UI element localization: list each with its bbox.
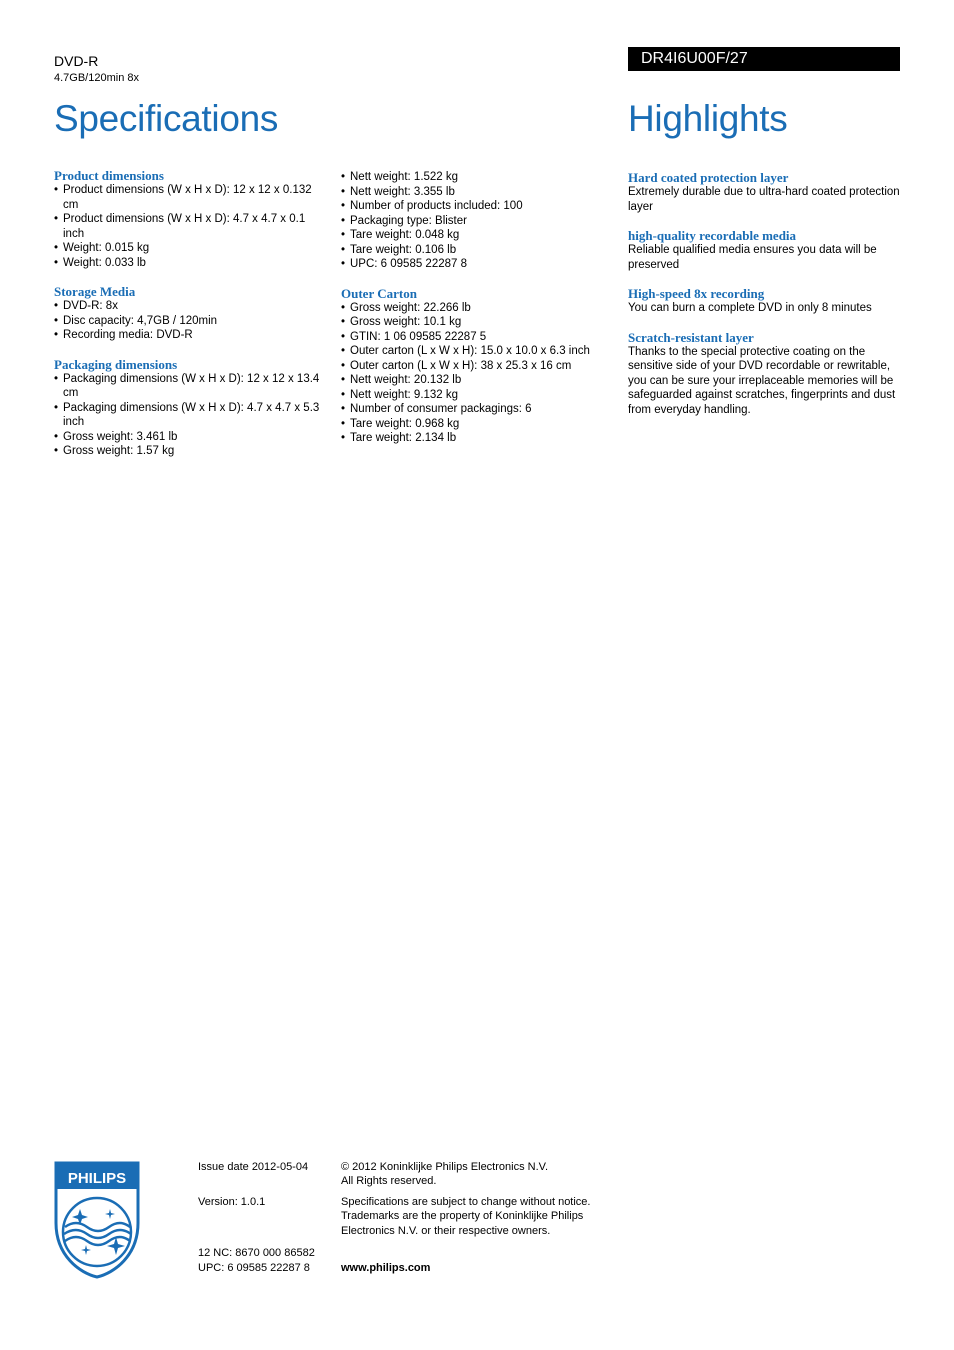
spec-item: • Product dimensions (W x H x D): 4.7 x 4.7 x 0.1 inch: [54, 212, 324, 241]
spec-list: [341, 170, 621, 272]
spec-item: • Recording media: DVD-R: [54, 328, 324, 343]
highlight-body: Reliable qualified media ensures you data will be preserved: [628, 244, 877, 271]
product-name: DVD-R: [54, 53, 99, 69]
spec-item: • Outer carton (L x W x H): 15.0 x 10.0 x 6.3 inch: [341, 344, 621, 359]
notice-line-1: Specifications are subject to change without notice.: [341, 1196, 591, 1208]
model-number-bar: [628, 47, 900, 71]
spec-section-continued: [341, 170, 621, 272]
highlights-column: [628, 170, 903, 431]
product-subtitle: 4.7GB/120min 8x: [54, 72, 139, 84]
spec-list: [54, 299, 324, 343]
specs-column-1: [54, 168, 324, 473]
highlight-body: You can burn a complete DVD in only 8 minutes: [628, 302, 872, 314]
notice-line-2: Trademarks are the property of Koninklijke Philips: [341, 1210, 584, 1222]
upc-number: UPC: 6 09585 22287 8: [198, 1262, 310, 1274]
nc-number: 12 NC: 8670 000 86582: [198, 1247, 315, 1259]
spec-section-heading: Packaging dimensions: [54, 356, 178, 372]
spec-item: • Packaging type: Blister: [341, 214, 621, 229]
highlight-heading: Scratch-resistant layer: [628, 329, 754, 345]
spec-item: • GTIN: 1 06 09585 22287 5: [341, 330, 621, 345]
highlight-heading: high-quality recordable media: [628, 228, 797, 243]
highlight-body: Thanks to the special protective coating on the sensitive side of your DVD recordable or rewritable, you can be sure your irreplaceable memories will be safeguarded against scratches, fingerprints and dust from everyday handling.: [628, 345, 896, 416]
spec-item: • Tare weight: 0.106 lb: [341, 243, 621, 258]
spec-list: [54, 183, 324, 270]
specs-column-2: [341, 170, 621, 460]
spec-item: • Number of consumer packagings: 6: [341, 402, 621, 417]
spec-section-heading: Storage Media: [54, 284, 136, 299]
spec-item: • Nett weight: 9.132 kg: [341, 388, 621, 403]
website-link[interactable]: www.philips.com: [341, 1262, 431, 1274]
spec-item: • Weight: 0.033 lb: [54, 256, 324, 271]
spec-item: • Gross weight: 22.266 lb: [341, 301, 621, 316]
logo-wordmark: PHILIPS: [67, 1170, 127, 1187]
spec-section-product-dimensions: [54, 168, 324, 270]
spec-item: • Number of products included: 100: [341, 199, 621, 214]
spec-section-storage-media: [54, 284, 324, 343]
spec-item: • Nett weight: 20.132 lb: [341, 373, 621, 388]
spec-list: [341, 301, 621, 446]
spec-section-heading: Product dimensions: [54, 168, 164, 183]
spec-item: • Gross weight: 1.57 kg: [54, 444, 324, 459]
spec-item: • Packaging dimensions (W x H x D): 12 x 12 x 13.4 cm: [54, 372, 324, 401]
version: Version: 1.0.1: [198, 1196, 266, 1208]
spec-item: • Product dimensions (W x H x D): 12 x 12 x 0.132 cm: [54, 183, 324, 212]
spec-section-packaging-dimensions: [54, 357, 324, 459]
spec-item: • Weight: 0.015 kg: [54, 241, 324, 256]
spec-section-outer-carton: [341, 286, 621, 446]
spec-item: • DVD-R: 8x: [54, 299, 324, 314]
spec-item: • UPC: 6 09585 22287 8: [341, 257, 621, 272]
issue-date: Issue date 2012-05-04: [198, 1161, 309, 1173]
copyright-line-1: © 2012 Koninklijke Philips Electronics N.V.: [341, 1161, 549, 1173]
spec-item: • Tare weight: 2.134 lb: [341, 431, 621, 446]
philips-shield-logo: [54, 1161, 140, 1279]
notice-line-3: Electronics N.V. or their respective owners.: [341, 1225, 551, 1237]
spec-item: • Packaging dimensions (W x H x D): 4.7 x 4.7 x 5.3 inch: [54, 401, 324, 430]
highlight-heading: High-speed 8x recording: [628, 286, 765, 301]
spec-item: • Nett weight: 1.522 kg: [341, 170, 621, 185]
highlight-body: Extremely durable due to ultra-hard coated protection layer: [628, 186, 900, 213]
spec-item: • Outer carton (L x W x H): 38 x 25.3 x 16 cm: [341, 359, 621, 374]
spec-item: • Tare weight: 0.048 kg: [341, 228, 621, 243]
spec-item: • Gross weight: 3.461 lb: [54, 430, 324, 445]
specifications-title: Specifications: [54, 98, 279, 139]
highlight-heading: Hard coated protection layer: [628, 170, 789, 185]
spec-item: • Tare weight: 0.968 kg: [341, 417, 621, 432]
copyright-line-2: All Rights reserved.: [341, 1175, 437, 1187]
spec-item: • Gross weight: 10.1 kg: [341, 315, 621, 330]
spec-section-heading: Outer Carton: [341, 285, 417, 301]
model-number: DR4I6U00F/27: [641, 50, 748, 67]
spec-item: • Disc capacity: 4,7GB / 120min: [54, 314, 324, 329]
spec-list: [54, 372, 324, 459]
spec-item: • Nett weight: 3.355 lb: [341, 185, 621, 200]
highlights-title: Highlights: [628, 98, 788, 139]
